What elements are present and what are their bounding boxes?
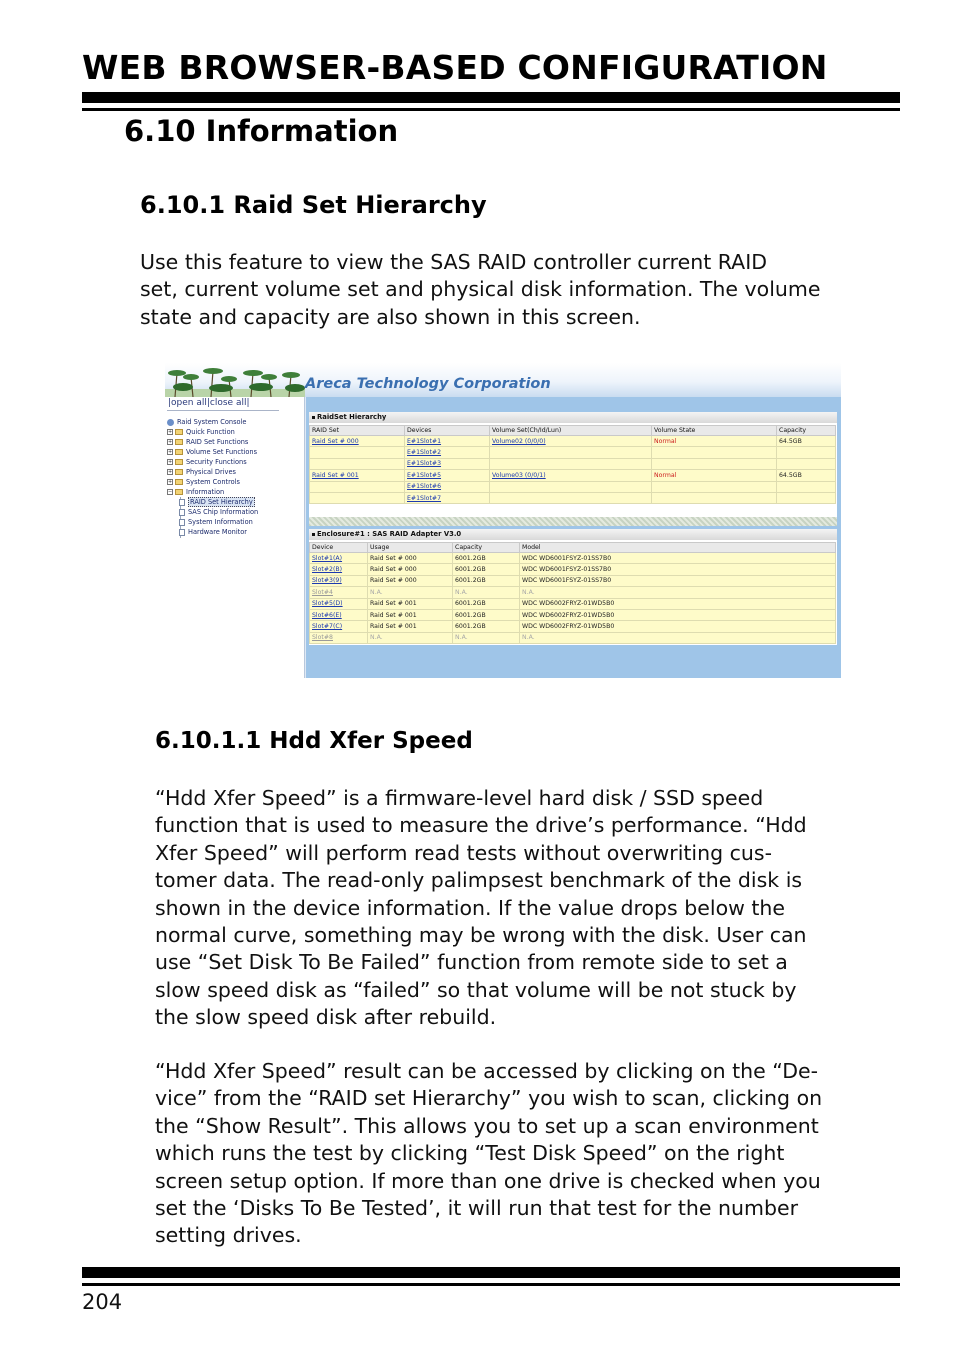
- capacity-cell: 6001.2GB: [453, 609, 520, 620]
- device-slot-cell[interactable]: Slot#6(E): [310, 609, 368, 620]
- paragraph-line: Xfer Speed” will perform read tests without overwriting cus-: [155, 840, 772, 865]
- nav-item-sas-chip-information[interactable]: SAS Chip Information: [179, 507, 258, 517]
- column-header: Usage: [368, 543, 453, 553]
- device-cell[interactable]: E#1Slot#3: [405, 458, 490, 469]
- model-cell: WDC WD6001FSYZ-01SS7B0: [520, 564, 836, 575]
- volume-state-cell: Normal: [652, 470, 777, 481]
- device-cell[interactable]: E#1Slot#7: [405, 492, 490, 503]
- raidset-panel-title: RaidSet Hierarchy: [309, 412, 837, 423]
- usage-cell: Raid Set # 001: [368, 609, 453, 620]
- column-header: Capacity: [777, 426, 836, 436]
- device-cell[interactable]: E#1Slot#1: [405, 436, 490, 447]
- nav-item-raid-system-console[interactable]: Raid System Console: [167, 417, 246, 427]
- volume-set-cell: [490, 447, 652, 458]
- nav-item-physical-drives[interactable]: + Physical Drives: [168, 468, 236, 476]
- volume-set-cell[interactable]: Volume02 (0/0/0): [490, 436, 652, 447]
- model-cell: WDC WD6002FRYZ-01WD5B0: [520, 609, 836, 620]
- device-slot-cell[interactable]: Slot#3(9): [310, 575, 368, 586]
- volume-set-cell: [490, 481, 652, 492]
- palm-trees-graphic: [165, 363, 305, 397]
- nav-item-raid-set-hierarchy[interactable]: RAID Set Hierarchy: [179, 497, 255, 507]
- model-cell: WDC WD6001FSYZ-01SS7B0: [520, 575, 836, 586]
- nav-item-raid-set-functions[interactable]: + RAID Set Functions: [168, 438, 249, 446]
- table-row: [310, 598, 836, 609]
- bullet-icon: [312, 416, 315, 419]
- expand-icon[interactable]: +: [168, 429, 173, 435]
- expand-icon[interactable]: +: [168, 479, 173, 485]
- paragraph-line: Use this feature to view the SAS RAID controller current RAID: [140, 250, 768, 274]
- device-slot-cell[interactable]: Slot#7(C): [310, 621, 368, 632]
- device-slot-cell[interactable]: Slot#4: [310, 587, 368, 598]
- hdd-xfer-paragraph-2: [155, 1058, 822, 1250]
- console-banner: [165, 363, 841, 397]
- usage-cell: N.A.: [368, 587, 453, 598]
- table-row: [310, 564, 836, 575]
- volume-set-cell[interactable]: Volume03 (0/0/1): [490, 470, 652, 481]
- paragraph-line: set, current volume set and physical disk information. The volume: [140, 277, 821, 302]
- column-header: Capacity: [453, 543, 520, 553]
- paragraph-line: setting drives.: [155, 1223, 302, 1248]
- device-slot-cell[interactable]: Slot#2(B): [310, 564, 368, 575]
- expand-icon[interactable]: +: [168, 439, 173, 445]
- model-cell: WDC WD6002FRYZ-01WD5B0: [520, 598, 836, 609]
- volume-set-cell: [490, 492, 652, 503]
- table-row: [310, 492, 836, 503]
- column-header: RAID Set: [310, 426, 405, 436]
- expand-icon[interactable]: +: [168, 459, 173, 465]
- nav-divider: [167, 410, 279, 411]
- folder-icon: [175, 439, 183, 445]
- header-rule-thick: [82, 92, 900, 103]
- usage-cell: Raid Set # 000: [368, 553, 453, 564]
- model-cell: N.A.: [520, 587, 836, 598]
- paragraph-line: vice” from the “RAID set Hierarchy” you wish to scan, clicking on: [155, 1086, 823, 1111]
- column-header: Model: [520, 543, 836, 553]
- volume-state-cell: Normal: [652, 436, 777, 447]
- paragraph-line: the “Show Result”. This allows you to set up a scan environment: [155, 1113, 819, 1138]
- capacity-cell: [777, 481, 836, 492]
- table-row: [310, 632, 836, 643]
- page-number: 204: [82, 1290, 123, 1314]
- nav-item-security-functions[interactable]: + Security Functions: [168, 458, 247, 466]
- paragraph-line: function that is used to measure the drive’s performance. “Hdd: [155, 813, 807, 838]
- capacity-cell: [777, 492, 836, 503]
- column-header: Device: [310, 543, 368, 553]
- table-row: [310, 621, 836, 632]
- volume-state-cell: [652, 458, 777, 469]
- page-icon: [179, 499, 185, 506]
- enclosure-panel-title: Enclosure#1 : SAS RAID Adapter V3.0: [309, 529, 837, 540]
- footer-rule-thick: [82, 1267, 900, 1278]
- console-nav-tree: [165, 397, 305, 678]
- enclosure-table: [309, 542, 836, 644]
- volume-state-cell: [652, 481, 777, 492]
- raid-set-cell[interactable]: Raid Set # 001: [310, 470, 405, 481]
- paragraph-line: the slow speed disk after rebuild.: [155, 1005, 497, 1030]
- usage-cell: Raid Set # 000: [368, 564, 453, 575]
- expand-icon[interactable]: +: [168, 469, 173, 475]
- table-row: [310, 481, 836, 492]
- raid-set-cell: [310, 447, 405, 458]
- paragraph-line: state and capacity are also shown in this screen.: [140, 304, 641, 329]
- intro-paragraph: [140, 249, 821, 331]
- capacity-cell: 6001.2GB: [453, 553, 520, 564]
- device-cell[interactable]: E#1Slot#2: [405, 447, 490, 458]
- folder-icon: [175, 469, 183, 475]
- nav-item-volume-set-functions[interactable]: + Volume Set Functions: [168, 448, 258, 456]
- volume-set-cell: [490, 458, 652, 469]
- capacity-cell: 64.5GB: [777, 470, 836, 481]
- raid-set-cell[interactable]: Raid Set # 000: [310, 436, 405, 447]
- column-header: Volume Set(Ch/Id/Lun): [490, 426, 652, 436]
- raid-set-cell: [310, 458, 405, 469]
- capacity-cell: N.A.: [453, 587, 520, 598]
- folder-icon: [175, 459, 183, 465]
- table-row: [310, 609, 836, 620]
- table-row: [310, 458, 836, 469]
- folder-icon: [175, 479, 183, 485]
- subsection-heading: 6.10.1 Raid Set Hierarchy: [140, 191, 487, 219]
- console-main-panel: [306, 397, 841, 678]
- paragraph-line: tomer data. The read-only palimpsest benchmark of the disk is: [155, 868, 803, 893]
- table-row: [310, 436, 836, 447]
- page-icon: [179, 509, 185, 516]
- paragraph-line: screen setup option. If more than one drive is checked when you: [155, 1168, 821, 1193]
- paragraph-line: use “Set Disk To Be Failed” function from remote side to set a: [155, 950, 788, 975]
- raid-console-screenshot: [165, 363, 841, 678]
- capacity-cell: 6001.2GB: [453, 564, 520, 575]
- collapse-icon[interactable]: −: [168, 489, 173, 495]
- capacity-cell: N.A.: [453, 632, 520, 643]
- console-icon: [167, 419, 174, 426]
- usage-cell: Raid Set # 001: [368, 598, 453, 609]
- column-header: Devices: [405, 426, 490, 436]
- nav-item-hardware-monitor[interactable]: Hardware Monitor: [179, 527, 247, 537]
- raidset-table: [309, 425, 836, 504]
- header-rule-thin: [82, 108, 900, 111]
- volume-state-cell: [652, 492, 777, 503]
- usage-cell: Raid Set # 001: [368, 621, 453, 632]
- folder-icon: [175, 449, 183, 455]
- paragraph-line: shown in the device information. If the value drops below the: [155, 895, 786, 920]
- enclosure-panel: [309, 529, 837, 645]
- subsubsection-heading: 6.10.1.1 Hdd Xfer Speed: [155, 728, 473, 754]
- table-row: [310, 447, 836, 458]
- column-header: Volume State: [652, 426, 777, 436]
- folder-icon: [175, 429, 183, 435]
- table-row: [310, 587, 836, 598]
- capacity-cell: [777, 458, 836, 469]
- device-slot-cell[interactable]: Slot#1(A): [310, 553, 368, 564]
- chapter-header-title: WEB BROWSER-BASED CONFIGURATION: [82, 48, 828, 87]
- paragraph-line: “Hdd Xfer Speed” result can be accessed by clicking on the “De-: [155, 1059, 819, 1083]
- raid-set-cell: [310, 481, 405, 492]
- device-cell[interactable]: E#1Slot#6: [405, 481, 490, 492]
- capacity-cell: [777, 447, 836, 458]
- device-slot-cell[interactable]: Slot#5(D): [310, 598, 368, 609]
- raid-set-cell: [310, 492, 405, 503]
- capacity-cell: 6001.2GB: [453, 575, 520, 586]
- nav-item-system-controls[interactable]: + System Controls: [168, 478, 240, 486]
- nav-item-information[interactable]: − Information: [168, 488, 225, 496]
- paragraph-line: set the ‘Disks To Be Tested’, it will run that test for the number: [155, 1196, 799, 1221]
- device-cell[interactable]: E#1Slot#5: [405, 470, 490, 481]
- open-close-all-links[interactable]: |open all|close all|: [168, 398, 250, 408]
- brand-name: Areca Technology Corporation: [305, 376, 551, 392]
- footer-rule-thin: [82, 1283, 900, 1286]
- nav-item-system-information[interactable]: System Information: [179, 517, 253, 527]
- page-icon: [179, 519, 185, 526]
- folder-open-icon: [175, 489, 183, 495]
- paragraph-line: “Hdd Xfer Speed” is a firmware-level hard disk / SSD speed: [155, 786, 764, 810]
- nav-item-quick-function[interactable]: + Quick Function: [168, 428, 235, 436]
- capacity-cell: 64.5GB: [777, 436, 836, 447]
- capacity-cell: 6001.2GB: [453, 621, 520, 632]
- table-row: [310, 553, 836, 564]
- table-row: [310, 575, 836, 586]
- raidset-hierarchy-panel: [309, 412, 837, 517]
- volume-state-cell: [652, 447, 777, 458]
- expand-icon[interactable]: +: [168, 449, 173, 455]
- model-cell: N.A.: [520, 632, 836, 643]
- model-cell: WDC WD6002FRYZ-01WD5B0: [520, 621, 836, 632]
- table-row: [310, 470, 836, 481]
- page-icon: [179, 529, 185, 536]
- paragraph-line: normal curve, something may be wrong with the disk. User can: [155, 923, 807, 948]
- hdd-xfer-paragraph-1: [155, 785, 807, 1032]
- paragraph-line: which runs the test by clicking “Test Disk Speed” on the right: [155, 1141, 785, 1166]
- bullet-icon: [312, 533, 315, 536]
- device-slot-cell[interactable]: Slot#8: [310, 632, 368, 643]
- capacity-cell: 6001.2GB: [453, 598, 520, 609]
- model-cell: WDC WD6001FSYZ-01SS7B0: [520, 553, 836, 564]
- usage-cell: Raid Set # 000: [368, 575, 453, 586]
- paragraph-line: slow speed disk as “failed” so that volume will be not stuck by: [155, 977, 797, 1002]
- section-heading: 6.10 Information: [124, 114, 399, 148]
- panel-separator: [309, 517, 837, 526]
- usage-cell: N.A.: [368, 632, 453, 643]
